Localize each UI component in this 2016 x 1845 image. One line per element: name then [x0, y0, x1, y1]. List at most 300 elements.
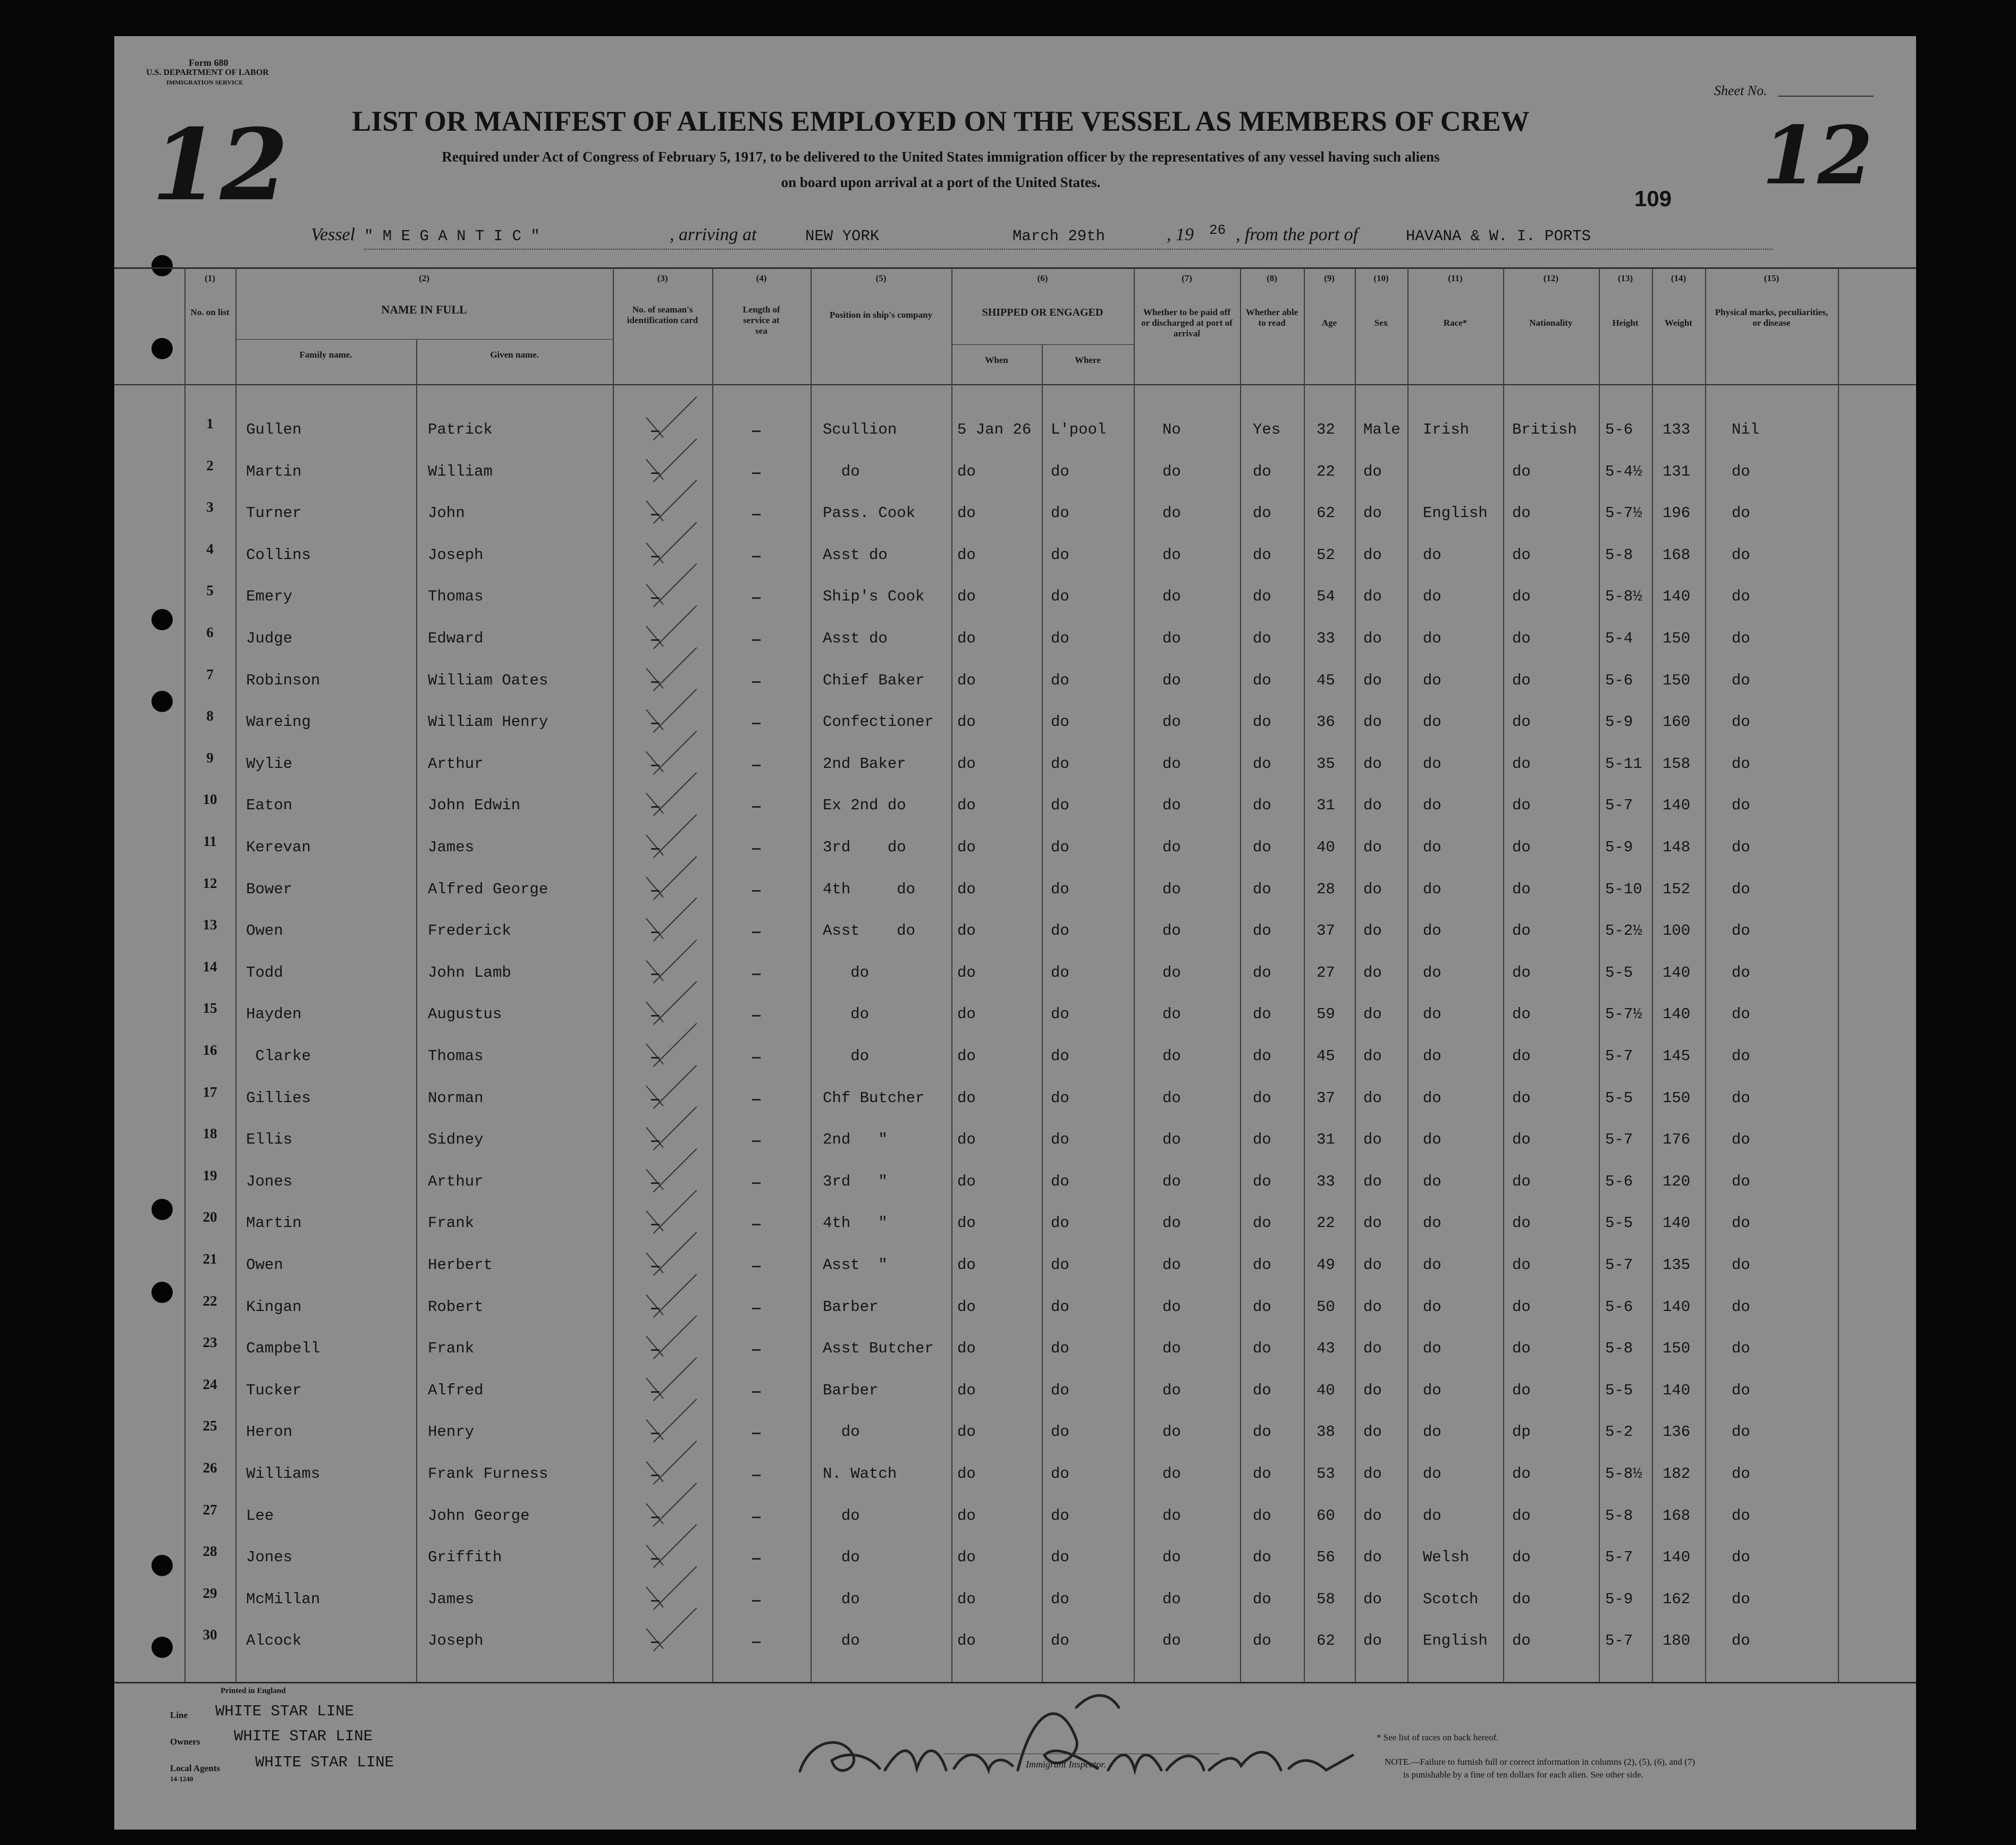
height-cell: 5-7: [1605, 1256, 1633, 1274]
height-cell: 5-8½: [1605, 588, 1642, 606]
nationality-cell: do: [1512, 630, 1531, 647]
nationality-cell: British: [1512, 421, 1577, 438]
family-name-cell: Kerevan: [246, 839, 311, 856]
position-cell: do: [823, 1047, 870, 1065]
able-to-read-cell: do: [1253, 1214, 1271, 1232]
able-to-read-cell: do: [1253, 1256, 1271, 1274]
race-cell: do: [1423, 1507, 1441, 1525]
dash-mark: [651, 932, 660, 933]
dash-mark: [752, 932, 761, 933]
sex-cell: do: [1363, 880, 1382, 898]
shipped-where-cell: do: [1051, 462, 1069, 480]
shipped-where-cell: do: [1051, 1131, 1069, 1149]
nationality-cell: do: [1512, 713, 1531, 731]
column-number: (2): [419, 273, 429, 283]
row-number-cell: 12: [203, 875, 217, 891]
shipped-where-cell: do: [1051, 1047, 1069, 1065]
race-cell: do: [1423, 1047, 1441, 1065]
weight-cell: 168: [1663, 546, 1691, 564]
dash-mark: [752, 1349, 761, 1351]
weight-cell: 140: [1663, 1005, 1691, 1023]
given-name-cell: Frank: [428, 1214, 475, 1232]
checkmark-icon: [646, 876, 664, 898]
checkmark-icon: [646, 1628, 664, 1649]
dash-mark: [752, 681, 761, 683]
sex-cell: do: [1363, 963, 1382, 981]
race-cell: do: [1423, 922, 1441, 940]
sex-cell: do: [1363, 1214, 1382, 1232]
row-number-cell: 4: [206, 540, 214, 557]
nationality-cell: do: [1512, 504, 1531, 522]
nationality-cell: do: [1512, 797, 1531, 815]
inspector-label: Immigrant Inspector.: [1026, 1759, 1106, 1770]
position-cell: do: [823, 1632, 860, 1650]
physical-marks-cell: do: [1732, 1590, 1750, 1608]
race-cell: do: [1423, 839, 1441, 856]
dash-mark: [651, 1517, 660, 1518]
age-cell: 52: [1317, 546, 1335, 564]
shipped-where-cell: do: [1051, 880, 1069, 898]
weight-cell: 168: [1663, 1507, 1691, 1525]
weight-cell: 131: [1663, 462, 1691, 480]
physical-marks-cell: do: [1732, 462, 1750, 480]
shipped-when-cell: do: [957, 462, 976, 480]
header-length-service: Length of service at sea: [743, 304, 780, 336]
sex-cell: do: [1363, 797, 1382, 815]
shipped-where-cell: do: [1051, 1089, 1069, 1107]
height-cell: 5-9: [1605, 1590, 1633, 1608]
dash-mark: [752, 1099, 761, 1101]
family-name-cell: Martin: [246, 462, 302, 480]
shipped-when-cell: 5 Jan 26: [957, 421, 1032, 438]
age-cell: 22: [1317, 1214, 1335, 1232]
form-code: 14-1240: [170, 1775, 193, 1783]
height-cell: 5-11: [1605, 755, 1642, 773]
physical-marks-cell: Nil: [1732, 421, 1760, 438]
nationality-cell: do: [1512, 1256, 1531, 1274]
age-cell: 62: [1317, 504, 1335, 522]
height-cell: 5-9: [1605, 713, 1633, 731]
shipped-when-cell: do: [957, 504, 976, 522]
nationality-cell: do: [1512, 1381, 1531, 1399]
subtitle-line-1: Required under Act of Congress of February 5, 1917, to be delivered to the United States immigration officer by the representatives of any vessel having such aliens: [442, 149, 1440, 165]
family-name-cell: Judge: [246, 630, 293, 647]
physical-marks-cell: do: [1732, 1632, 1750, 1650]
race-cell: English: [1423, 504, 1488, 522]
family-name-cell: Gullen: [246, 421, 302, 438]
column-divider: [811, 267, 812, 1682]
shipped-where-cell: do: [1051, 546, 1069, 564]
dash-mark: [752, 1015, 761, 1017]
manifest-sheet: [114, 36, 1916, 1830]
column-divider: [1599, 267, 1600, 1682]
able-to-read-cell: Yes: [1253, 421, 1281, 438]
race-cell: do: [1423, 797, 1441, 815]
weight-cell: 150: [1663, 1340, 1691, 1358]
position-cell: Asst ": [823, 1256, 888, 1274]
family-name-cell: Alcock: [246, 1632, 302, 1650]
age-cell: 50: [1317, 1298, 1335, 1316]
age-cell: 59: [1317, 1005, 1335, 1023]
row-number-cell: 25: [203, 1418, 217, 1434]
column-number: (7): [1182, 273, 1192, 283]
header-position: Position in ship's company: [829, 310, 933, 320]
family-name-cell: Robinson: [246, 671, 320, 689]
arrival-date: March 29th: [1013, 227, 1106, 245]
checkmark-icon: [646, 1419, 664, 1441]
dash-mark: [651, 1015, 660, 1017]
nationality-cell: do: [1512, 963, 1531, 981]
weight-cell: 162: [1663, 1590, 1691, 1608]
shipped-when-cell: do: [957, 1172, 976, 1190]
checkmark-icon: [646, 709, 664, 731]
row-number-cell: 11: [203, 833, 217, 849]
sex-cell: do: [1363, 1381, 1382, 1399]
column-divider: [1705, 267, 1706, 1682]
position-cell: do: [823, 462, 860, 480]
dash-mark: [651, 430, 660, 432]
position-cell: Asst do: [823, 630, 888, 647]
shipped-where-cell: L'pool: [1051, 421, 1107, 438]
header-seaman-card: No. of seaman's identification card: [627, 304, 698, 325]
checkmark-icon: [646, 1545, 664, 1566]
checkmark-icon: [646, 1169, 664, 1190]
age-cell: 35: [1317, 755, 1335, 773]
penalty-note-line-2: is punishable by a fine of ten dollars for each alien. See other side.: [1403, 1770, 1643, 1780]
family-name-cell: Lee: [246, 1507, 274, 1525]
race-cell: do: [1423, 630, 1441, 647]
nationality-cell: do: [1512, 880, 1531, 898]
column-divider: [1838, 267, 1839, 1682]
shipped-when-cell: do: [957, 546, 976, 564]
family-name-cell: Jones: [246, 1172, 293, 1190]
able-to-read-cell: do: [1253, 1590, 1271, 1608]
column-number: (8): [1267, 273, 1277, 283]
position-cell: do: [823, 1423, 860, 1441]
manifest-title: LIST OR MANIFEST OF ALIENS EMPLOYED ON THE VESSEL AS MEMBERS OF CREW: [352, 105, 1530, 137]
nationality-cell: do: [1512, 588, 1531, 606]
paid-off-cell: do: [1162, 1632, 1181, 1650]
nationality-cell: do: [1512, 1465, 1531, 1483]
race-cell: do: [1423, 1172, 1441, 1190]
able-to-read-cell: do: [1253, 588, 1271, 606]
row-number-cell: 2: [206, 457, 214, 473]
paid-off-cell: do: [1162, 880, 1181, 898]
position-cell: do: [823, 1590, 860, 1608]
checkmark-icon: [646, 1002, 664, 1023]
dash-mark: [651, 1140, 660, 1142]
nationality-cell: do: [1512, 546, 1531, 564]
weight-cell: 150: [1663, 1089, 1691, 1107]
column-number: (1): [205, 273, 215, 283]
row-number-cell: 1: [206, 416, 214, 431]
punch-hole: [151, 1637, 173, 1658]
nationality-cell: do: [1512, 1047, 1531, 1065]
given-name-cell: Sidney: [428, 1131, 484, 1149]
sex-cell: do: [1363, 1047, 1382, 1065]
checkmark-icon: [646, 1044, 664, 1065]
shipped-where-cell: do: [1051, 588, 1069, 606]
dash-mark: [752, 514, 761, 515]
dash-mark: [651, 681, 660, 683]
height-cell: 5-7: [1605, 797, 1633, 815]
paid-off-cell: do: [1162, 1423, 1181, 1441]
position-cell: Asst do: [823, 546, 888, 564]
weight-cell: 140: [1663, 588, 1691, 606]
position-cell: 3rd ": [823, 1172, 888, 1190]
sex-cell: do: [1363, 1298, 1382, 1316]
given-name-cell: Frank Furness: [428, 1465, 549, 1483]
sex-cell: do: [1363, 1632, 1382, 1650]
shipped-where-cell: do: [1051, 839, 1069, 856]
dash-mark: [752, 639, 761, 641]
position-cell: do: [823, 1507, 860, 1525]
race-cell: do: [1423, 880, 1441, 898]
able-to-read-cell: do: [1253, 880, 1271, 898]
able-to-read-cell: do: [1253, 671, 1271, 689]
column-divider: [951, 267, 952, 1682]
subtitle-line-2: on board upon arrival at a port of the United States.: [781, 174, 1101, 190]
weight-cell: 135: [1663, 1256, 1691, 1274]
header-able-to-read: Whether able to read: [1245, 307, 1298, 328]
physical-marks-cell: do: [1732, 755, 1750, 773]
dash-mark: [651, 1558, 660, 1560]
checkmark-icon: [646, 584, 664, 605]
race-cell: Welsh: [1423, 1548, 1470, 1567]
family-name-cell: Eaton: [246, 797, 293, 815]
shipped-where-cell: do: [1051, 1465, 1069, 1483]
sex-cell: do: [1363, 504, 1382, 522]
punch-hole: [151, 1555, 173, 1576]
family-name-cell: Bower: [246, 880, 293, 898]
given-name-cell: Frederick: [428, 922, 511, 940]
race-cell: do: [1423, 1381, 1441, 1399]
local-agents-value: WHITE STAR LINE: [255, 1754, 394, 1771]
paid-off-cell: do: [1162, 839, 1181, 856]
dash-mark: [752, 430, 761, 432]
shipped-where-cell: do: [1051, 963, 1069, 981]
weight-cell: 140: [1663, 1298, 1691, 1316]
name-header-rule: [235, 339, 613, 340]
header-where: Where: [1075, 355, 1101, 365]
position-cell: Pass. Cook: [823, 504, 916, 522]
given-name-cell: William: [428, 462, 493, 480]
physical-marks-cell: do: [1732, 546, 1750, 564]
height-cell: 5-6: [1605, 671, 1633, 689]
header-physical-marks: Physical marks, peculiarities, or disease: [1715, 307, 1828, 328]
line-value: WHITE STAR LINE: [215, 1703, 355, 1720]
sex-cell: do: [1363, 1507, 1382, 1525]
given-name-cell: Augustus: [428, 1005, 502, 1023]
dash-mark: [651, 1099, 660, 1101]
shipped-where-cell: do: [1051, 1298, 1069, 1316]
physical-marks-cell: do: [1732, 1507, 1750, 1525]
handwritten-sheet-number-right: 12: [1762, 109, 1873, 202]
height-cell: 5-8: [1605, 1507, 1633, 1525]
sex-cell: Male: [1363, 421, 1401, 438]
dash-mark: [752, 556, 761, 557]
dash-mark: [651, 806, 660, 808]
given-name-cell: Arthur: [428, 755, 484, 773]
arriving-label: , arriving at: [670, 225, 757, 244]
dash-mark: [651, 1182, 660, 1184]
column-divider: [416, 339, 417, 1682]
able-to-read-cell: do: [1253, 1507, 1271, 1525]
weight-cell: 140: [1663, 963, 1691, 981]
paid-off-cell: do: [1162, 1172, 1181, 1190]
physical-marks-cell: do: [1732, 713, 1750, 731]
dash-mark: [752, 890, 761, 892]
column-number: (4): [756, 273, 767, 283]
weight-cell: 136: [1663, 1423, 1691, 1441]
age-cell: 56: [1317, 1548, 1335, 1567]
shipped-when-cell: do: [957, 755, 976, 773]
checkmark-icon: [646, 1336, 664, 1357]
height-cell: 5-2: [1605, 1423, 1633, 1441]
sex-cell: do: [1363, 462, 1382, 480]
able-to-read-cell: do: [1253, 1632, 1271, 1650]
column-number: (12): [1543, 273, 1559, 283]
position-cell: do: [823, 1548, 860, 1567]
dash-mark: [752, 597, 761, 599]
column-divider: [1042, 344, 1043, 1682]
position-cell: Asst Butcher: [823, 1340, 934, 1358]
able-to-read-cell: do: [1253, 1172, 1271, 1190]
sex-cell: do: [1363, 1340, 1382, 1358]
vessel-label: Vessel: [311, 225, 356, 244]
given-name-cell: Arthur: [428, 1172, 484, 1190]
position-cell: 2nd ": [823, 1131, 888, 1149]
height-cell: 5-4: [1605, 630, 1633, 647]
checkmark-icon: [646, 626, 664, 647]
header-name-in-full: NAME IN FULL: [381, 303, 467, 316]
row-number-cell: 20: [203, 1209, 217, 1225]
height-cell: 5-8: [1605, 546, 1633, 564]
position-cell: Asst do: [823, 922, 916, 940]
row-number-cell: 5: [206, 582, 214, 599]
sex-cell: do: [1363, 630, 1382, 647]
dash-mark: [752, 1641, 761, 1643]
race-cell: do: [1423, 546, 1441, 564]
shipped-when-cell: do: [957, 1340, 976, 1358]
paid-off-cell: do: [1162, 588, 1181, 606]
shipped-when-cell: do: [957, 1298, 976, 1316]
weight-cell: 140: [1663, 1214, 1691, 1232]
shipped-when-cell: do: [957, 588, 976, 606]
column-divider: [235, 267, 237, 1682]
row-number-cell: 22: [203, 1292, 217, 1309]
weight-cell: 158: [1663, 755, 1691, 773]
checkmark-icon: [646, 501, 664, 522]
sex-cell: do: [1363, 922, 1382, 940]
race-cell: do: [1423, 963, 1441, 981]
height-cell: 5-8: [1605, 1340, 1633, 1358]
checkmark-icon: [646, 1127, 664, 1148]
dash-mark: [752, 723, 761, 724]
age-cell: 53: [1317, 1465, 1335, 1483]
able-to-read-cell: do: [1253, 630, 1271, 647]
dash-mark: [651, 1641, 660, 1643]
sex-cell: do: [1363, 546, 1382, 564]
given-name-cell: Alfred George: [428, 880, 549, 898]
shipped-when-cell: do: [957, 1423, 976, 1441]
family-name-cell: Wareing: [246, 713, 311, 731]
height-cell: 5-7: [1605, 1548, 1633, 1567]
nationality-cell: do: [1512, 1214, 1531, 1232]
race-cell: do: [1423, 1423, 1441, 1441]
checkmark-icon: [646, 459, 664, 480]
shipped-when-cell: do: [957, 1214, 976, 1232]
able-to-read-cell: do: [1253, 1548, 1271, 1567]
column-divider: [1652, 267, 1653, 1682]
position-cell: Ship's Cook: [823, 588, 925, 606]
dash-mark: [651, 1391, 660, 1393]
from-port: HAVANA & W. I. PORTS: [1406, 227, 1591, 245]
able-to-read-cell: do: [1253, 1465, 1271, 1483]
owners-value: WHITE STAR LINE: [234, 1728, 373, 1745]
nationality-cell: do: [1512, 1298, 1531, 1316]
dash-mark: [752, 1266, 761, 1267]
shipped-when-cell: do: [957, 1131, 976, 1149]
checkmark-icon: [646, 1461, 664, 1483]
nationality-cell: do: [1512, 1089, 1531, 1107]
sheet-number-rule: [1778, 96, 1874, 97]
race-cell: do: [1423, 1131, 1441, 1149]
paid-off-cell: do: [1162, 1047, 1181, 1065]
shipped-when-cell: do: [957, 1005, 976, 1023]
header-nationality: Nationality: [1529, 318, 1573, 328]
department-label: U.S. DEPARTMENT OF LABOR: [146, 68, 269, 77]
able-to-read-cell: do: [1253, 462, 1271, 480]
column-divider: [1304, 267, 1305, 1682]
age-cell: 32: [1317, 421, 1335, 438]
shipped-where-cell: do: [1051, 1632, 1069, 1650]
given-name-cell: William Oates: [428, 671, 549, 689]
paid-off-cell: do: [1162, 546, 1181, 564]
weight-cell: 152: [1663, 880, 1691, 898]
row-number-cell: 9: [206, 749, 214, 766]
vessel-line-rule: [364, 249, 1773, 250]
row-number-cell: 19: [203, 1167, 217, 1183]
physical-marks-cell: do: [1732, 671, 1750, 689]
row-number-cell: 21: [203, 1251, 217, 1267]
race-cell: do: [1423, 1089, 1441, 1107]
dash-mark: [651, 765, 660, 766]
physical-marks-cell: do: [1732, 1298, 1750, 1316]
able-to-read-cell: do: [1253, 839, 1271, 856]
family-name-cell: Ellis: [246, 1131, 293, 1149]
family-name-cell: Owen: [246, 1256, 283, 1274]
shipped-where-cell: do: [1051, 755, 1069, 773]
family-name-cell: Campbell: [246, 1340, 320, 1358]
sex-cell: do: [1363, 671, 1382, 689]
weight-cell: 133: [1663, 421, 1691, 438]
dash-mark: [752, 1182, 761, 1184]
age-cell: 43: [1317, 1340, 1335, 1358]
race-cell: do: [1423, 1465, 1441, 1483]
punch-hole: [151, 691, 173, 712]
column-number: (11): [1448, 273, 1463, 283]
punch-hole: [151, 1282, 173, 1303]
dash-mark: [752, 1475, 761, 1476]
shipped-when-cell: do: [957, 1507, 976, 1525]
physical-marks-cell: do: [1732, 880, 1750, 898]
row-number-cell: 18: [203, 1125, 217, 1142]
column-divider: [1134, 267, 1135, 1682]
able-to-read-cell: do: [1253, 504, 1271, 522]
punch-hole: [151, 609, 173, 630]
header-race: Race*: [1443, 318, 1467, 328]
